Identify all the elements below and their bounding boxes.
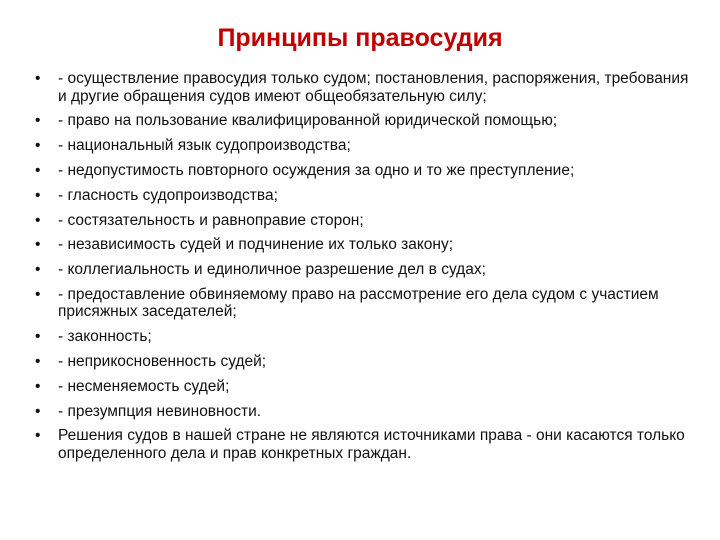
bullet-icon: • (35, 137, 41, 155)
bullet-icon: • (35, 402, 41, 420)
list-item-text: - национальный язык судопроизводства; (58, 137, 351, 155)
principles-list (35, 70, 695, 470)
list-item (35, 236, 695, 254)
bullet-icon: • (35, 211, 41, 229)
list-item (35, 137, 695, 155)
bullet-icon: • (35, 112, 41, 130)
list-item (35, 162, 695, 180)
list-item (35, 353, 695, 371)
list-item-text: - гласность судопроизводства; (58, 186, 278, 204)
list-item (35, 328, 695, 346)
bullet-icon: • (35, 236, 41, 254)
bullet-icon: • (35, 186, 41, 204)
bullet-icon: • (35, 353, 41, 370)
list-item-text: - независимость судей и подчинение их только закону; (58, 236, 454, 254)
list-item-text: - предоставление обвиняемому право на рассмотрение его дела судом с участием присяжных заседателей; (58, 285, 659, 321)
list-item-text: - недопустимость повторного осуждения за одно и то же преступление; (58, 161, 575, 179)
list-item (35, 403, 695, 421)
bullet-icon: • (35, 161, 41, 179)
list-item (35, 187, 695, 205)
list-item-text: Решения судов в нашей стране не являются источниками права - они касаются только определенного дела и прав конкретных граждан. (58, 427, 685, 462)
list-item (35, 70, 695, 105)
list-item (35, 427, 695, 462)
slide-title: Принципы правосудия (217, 24, 503, 52)
bullet-icon: • (35, 285, 41, 303)
list-item-text: - несменяемость судей; (58, 377, 230, 395)
bullet-icon: • (35, 261, 41, 279)
list-item-text: - неприкосновенность судей; (58, 353, 267, 370)
list-item-text: - презумпция невиновности. (58, 402, 262, 420)
list-item-text: - право на пользование квалифицированной юридической помощью; (58, 112, 558, 130)
bullet-icon: • (35, 427, 41, 445)
list-item (35, 212, 695, 230)
list-item-text: - состязательность и равноправие сторон; (58, 211, 364, 229)
bullet-icon: • (35, 70, 41, 87)
list-item-text: - законность; (58, 328, 152, 346)
list-item (35, 261, 695, 279)
bullet-icon: • (35, 328, 41, 346)
list-item (35, 378, 695, 396)
list-item (35, 286, 695, 321)
bullet-icon: • (35, 377, 41, 395)
list-item (35, 112, 695, 130)
list-item-text: - осуществление правосудия только судом; постановления, распоряжения, требования и другие обращения судов имеют общеобязательную силу; (58, 70, 689, 105)
list-item-text: - коллегиальность и единоличное разрешение дел в судах; (58, 261, 486, 279)
